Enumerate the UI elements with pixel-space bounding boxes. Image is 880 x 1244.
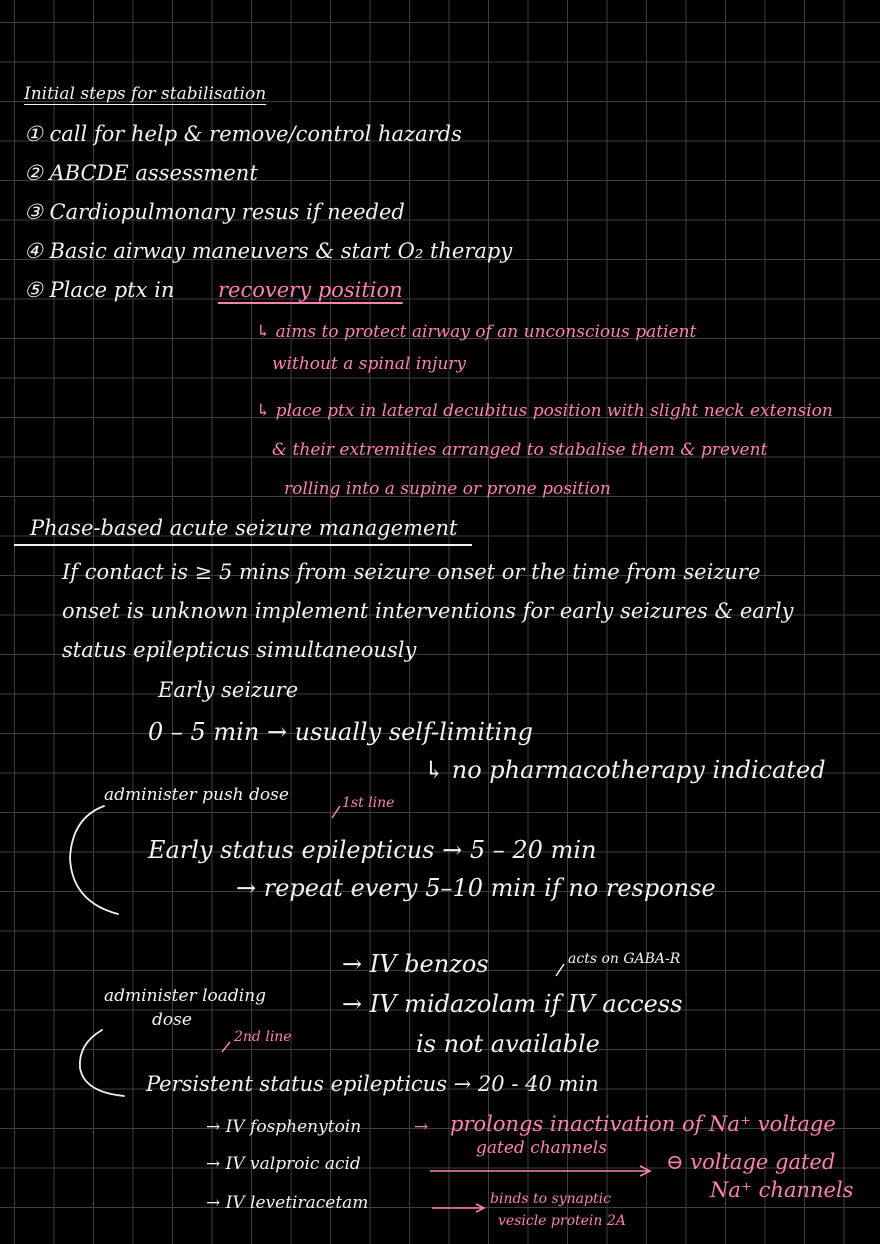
section-heading-seizure-management: Phase-based acute seizure management: [30, 516, 458, 540]
section-heading-stabilisation: Initial steps for stabilisation: [24, 84, 267, 104]
loading-dose-note-line-1: administer loading: [104, 986, 267, 1006]
gaba-pointer: [556, 964, 564, 976]
step-4: ④ Basic airway maneuvers & start O₂ therapy: [24, 239, 513, 263]
persistent-status-line: Persistent status epilepticus → 20 - 40 min: [146, 1072, 599, 1096]
early-seizure-title: Early seizure: [158, 678, 299, 702]
drug-benzos: → IV benzos: [342, 950, 489, 978]
drug-fosphenytoin: → IV fosphenytoin: [206, 1117, 362, 1137]
intro-line-2: onset is unknown implement interventions for early seizures & early: [62, 599, 794, 623]
recovery-note-2-line-2: & their extremities arranged to stabalise them & prevent: [272, 440, 768, 460]
first-line-pointer: [332, 806, 340, 818]
step-3: ③ Cardiopulmonary resus if needed: [24, 200, 405, 224]
repeat-dose-line: → repeat every 5–10 min if no response: [236, 874, 716, 902]
second-line-pointer: [222, 1042, 230, 1052]
fosphenytoin-arrow: →: [414, 1117, 429, 1137]
valproic-effect-line-1: ⊖ voltage gated: [666, 1150, 836, 1174]
push-dose-bracket: [70, 806, 118, 914]
drug-levetiracetam: → IV levetiracetam: [206, 1193, 369, 1213]
drug-midazolam: → IV midazolam if IV access: [342, 990, 683, 1018]
early-seizure-note: ↳ no pharmacotherapy indicated: [424, 756, 826, 784]
early-seizure-line: 0 – 5 min → usually self-limiting: [148, 718, 534, 746]
recovery-note-1-line-2: without a spinal injury: [272, 354, 467, 374]
loading-dose-note-line-2: dose: [152, 1010, 192, 1030]
loading-dose-bracket: [80, 1030, 124, 1096]
valproic-effect-line-2: Na⁺ channels: [710, 1178, 854, 1202]
fosphenytoin-effect-line-2: gated channels: [476, 1138, 607, 1158]
recovery-note-2-line-1: ↳ place ptx in lateral decubitus position with slight neck extension: [256, 401, 833, 421]
step-2: ② ABCDE assessment: [24, 161, 258, 185]
benzos-mechanism-note: acts on GABA-R: [568, 951, 681, 967]
step-1: ① call for help & remove/control hazards: [24, 122, 462, 146]
fosphenytoin-effect-line-1: prolongs inactivation of Na⁺ voltage: [450, 1112, 836, 1136]
recovery-note-2-line-3: rolling into a supine or prone position: [284, 479, 611, 499]
first-line-label: 1st line: [342, 795, 395, 811]
recovery-note-1-line-1: ↳ aims to protect airway of an unconscious patient: [256, 322, 697, 342]
levetiracetam-effect-line-2: vesicle protein 2A: [498, 1213, 626, 1229]
drug-midazolam-continued: is not available: [416, 1030, 600, 1058]
levetiracetam-effect-line-1: binds to synaptic: [490, 1191, 611, 1207]
push-dose-note: administer push dose: [104, 785, 289, 805]
step-5: ⑤ Place ptx in: [24, 278, 175, 302]
early-status-line: Early status epilepticus → 5 – 20 min: [148, 836, 597, 864]
recovery-position-label: recovery position: [218, 278, 403, 302]
intro-line-1: If contact is ≥ 5 mins from seizure onset or the time from seizure: [62, 560, 761, 584]
intro-line-3: status epilepticus simultaneously: [62, 638, 417, 662]
second-line-label: 2nd line: [234, 1029, 292, 1045]
drug-valproic-acid: → IV valproic acid: [206, 1154, 361, 1174]
